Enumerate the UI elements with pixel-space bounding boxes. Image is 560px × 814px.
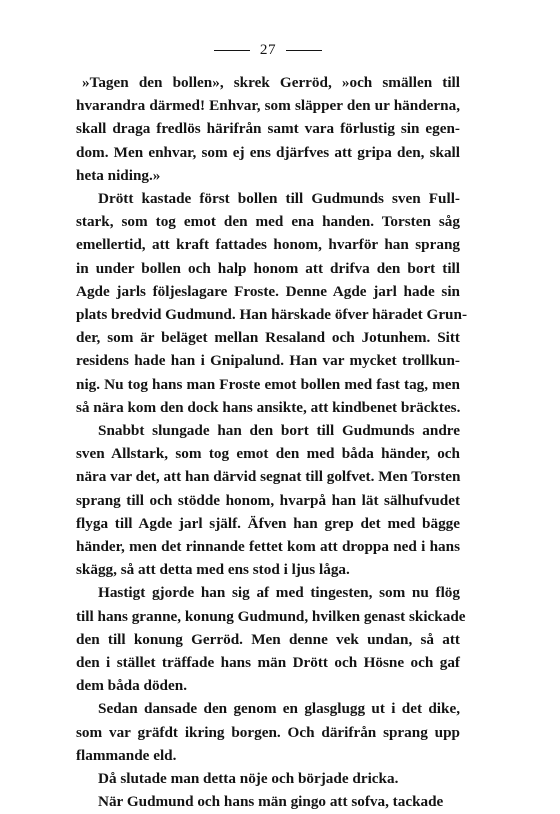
text-line: flammande eld. (76, 746, 177, 764)
text-line: flyga till Agde jarl själf. Äfven han grep det med bägge (76, 514, 460, 532)
body-text (76, 71, 468, 814)
text-line: den i stället träffade hans män Drött och Hösne och gaf (76, 654, 460, 672)
paragraph (76, 581, 466, 697)
text-line: skall draga fredlös härifrån samt vara förlustig sin egen- (76, 120, 460, 138)
right-rule (286, 50, 322, 51)
page-number: 27 (259, 41, 277, 58)
paragraph (76, 767, 460, 790)
paragraph (76, 419, 460, 581)
text-line: till hans granne, konung Gudmund, hvilken genast skickade (76, 607, 466, 625)
text-line: sven Allstark, som tog emot den med båda händer, och (76, 445, 460, 463)
text-line: in under bollen och halp honom att drifva den bort till (76, 259, 460, 277)
text-line: sprang till och stödde honom, hvarpå han lät sälhufvudet (76, 491, 460, 509)
paragraph (76, 187, 468, 419)
text-line: skägg, så att detta med ens stod i ljus låga. (76, 561, 350, 579)
text-line: Sedan dansade den genom en glasglugg ut i det dike, (98, 700, 460, 718)
text-line: hvarandra därmed! Enhvar, som släpper den ur händerna, (76, 97, 460, 115)
text-line: som var gräfdt ikring borgen. Och därifrån sprang upp (76, 723, 460, 741)
text-line: När Gudmund och hans män gingo att sofva, tackade (98, 793, 444, 811)
text-line: dom. Men enhvar, som ej ens djärfves att gripa den, skall (76, 143, 460, 161)
text-line: plats bredvid Gudmund. Han härskade öfver häradet Grun- (76, 306, 468, 324)
page-header (76, 38, 460, 62)
text-line: heta niding.» (76, 166, 161, 184)
text-line: »Tagen den bollen», skrek Gerröd, »och smällen till (82, 74, 460, 91)
text-line: den till konung Gerröd. Men denne vek undan, så att (76, 630, 460, 648)
text-line: Agde jarls följeslagare Froste. Denne Agde jarl hade sin (76, 282, 460, 300)
text-line: nig. Nu tog hans man Froste emot bollen med fast tag, men (76, 375, 460, 393)
text-line: händer, men det rinnande fettet kom att droppa ned i hans (76, 538, 460, 556)
paragraph (76, 71, 460, 187)
text-line: emellertid, att kraft fattades honom, hvarför han sprang (76, 236, 460, 254)
paragraph (76, 697, 460, 767)
text-line: så nära kom den dock hans ansikte, att kindbenet bräcktes. (76, 398, 461, 416)
text-line: residens hade han i Gnipalund. Han var mycket trollkun- (76, 352, 460, 370)
left-rule (214, 50, 250, 51)
text-line: Drött kastade först bollen till Gudmunds sven Full- (98, 190, 460, 208)
book-page (76, 38, 468, 814)
text-line: Hastigt gjorde han sig af med tingesten, som nu flög (98, 584, 460, 602)
text-line: stark, som tog emot den med ena handen. Torsten såg (76, 213, 460, 231)
text-line: Snabbt slungade han den bort till Gudmunds andre (98, 422, 460, 440)
text-line: dem båda döden. (76, 677, 187, 695)
text-line: nära var det, att han därvid segnat till golfvet. Men Torsten (76, 468, 461, 486)
text-line: der, som är beläget mellan Resaland och Jotunhem. Sitt (76, 329, 460, 347)
text-line: Då slutade man detta nöje och började dricka. (98, 770, 399, 788)
paragraph (76, 790, 460, 813)
